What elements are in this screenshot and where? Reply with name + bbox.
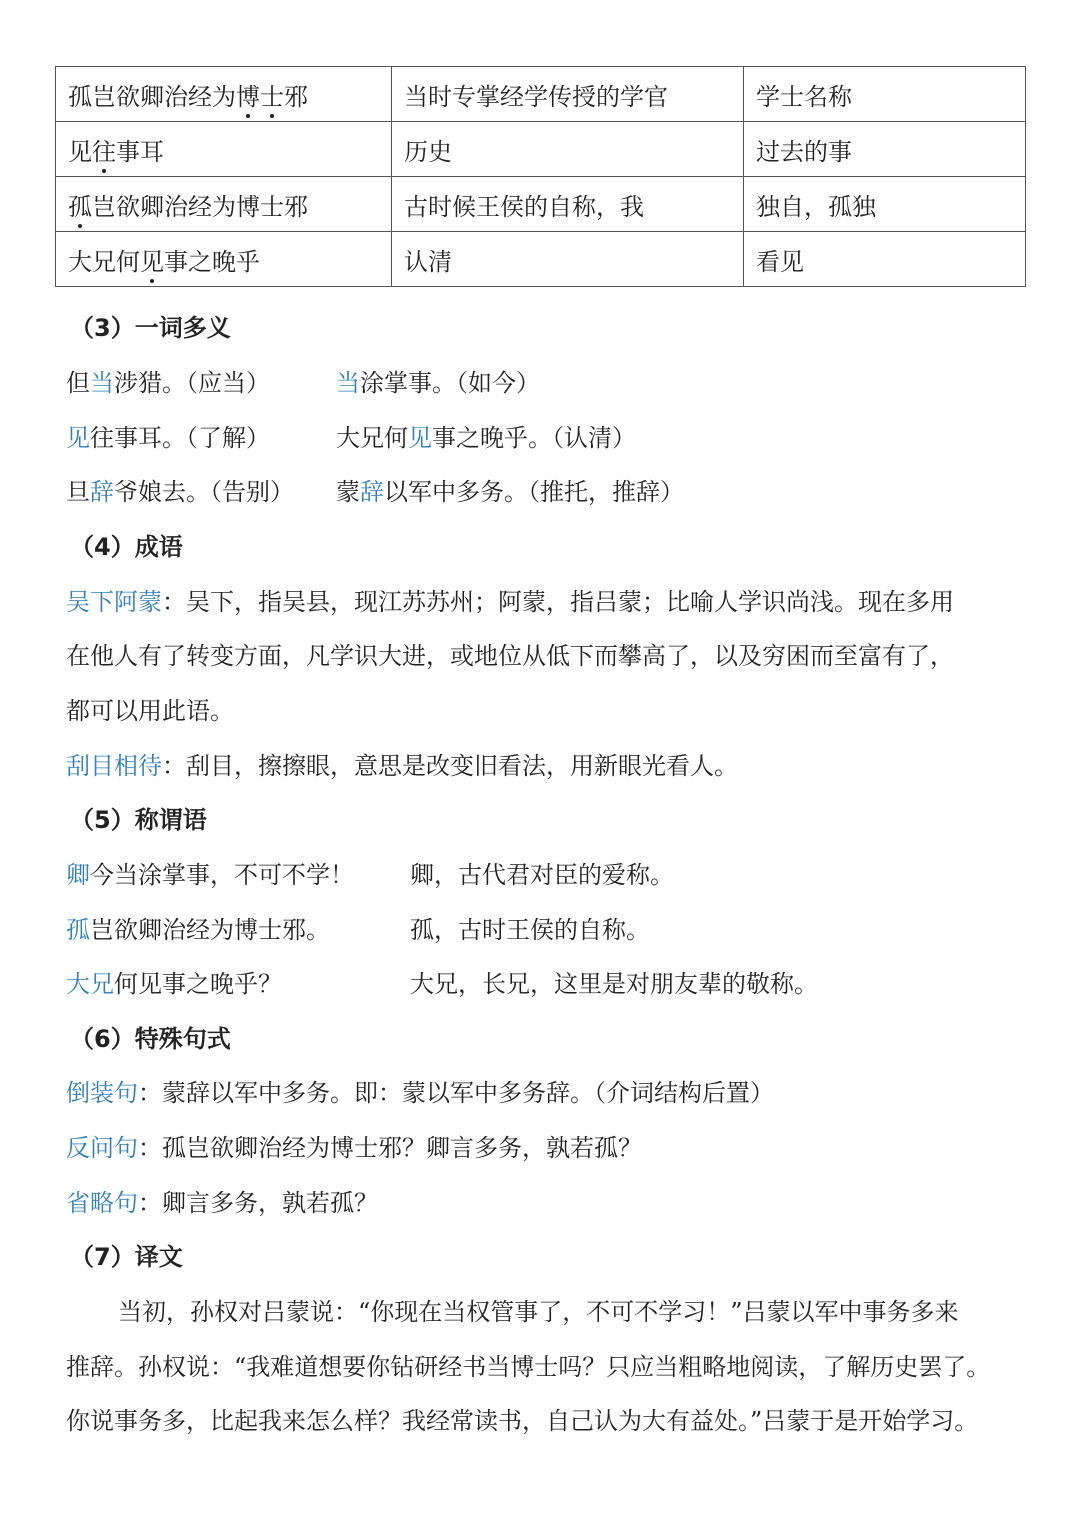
address-example: 孤岂欲卿治经为博士邪。 [66,916,330,944]
idiom-definition-cont: 在他人有了转变方面，凡学识大进，或地位从低下而攀高了，以及穷困而至富有了， [66,642,954,670]
pattern-term: 倒装句 [66,1079,138,1107]
polysemy-example: 大兄何见事之晚乎。（认清） [336,424,636,452]
table-cell-meaning: 过去的事 [744,122,1026,177]
section-heading-address-terms: （5）称谓语 [70,806,207,834]
table-cell-meaning: 当时专掌经学传授的学官 [392,67,744,122]
dotted-char: 孤 [68,187,92,222]
table-row [56,122,1026,177]
sentence-pattern: 省略句：卿言多务，孰若孤？ [66,1189,378,1217]
polysemy-example: 见往事耳。（了解） [66,424,270,452]
idiom-term: 刮目相待 [66,752,162,780]
dotted-char: 往 [92,132,116,167]
address-note: 卿，古代君对臣的爱称。 [410,861,674,889]
address-example: 大兄何见事之晚乎？ [66,970,282,998]
translation-line: 当初，孙权对吕蒙说：“你现在当权管事了，不可不学习！”吕蒙以军中事务多来 [118,1298,959,1326]
table-cell-meaning: 独自，孤独 [744,177,1026,232]
address-example: 卿今当涂掌事，不可不学！ [66,861,354,889]
table-cell-meaning: 古时候王侯的自称，我 [392,177,744,232]
table-row [56,232,1026,287]
section-heading-translation: （7）译文 [70,1243,183,1271]
key-word: 孤 [66,916,90,944]
key-word: 当 [90,369,114,397]
address-note: 大兄，长兄，这里是对朋友辈的敬称。 [410,970,818,998]
table-row [56,67,1026,122]
key-word: 辞 [360,478,384,506]
polysemy-example: 旦辞爷娘去。（告别） [66,478,294,506]
section-heading-idioms: （4）成语 [70,533,183,561]
key-word: 大兄 [66,970,114,998]
table-cell-meaning: 历史 [392,122,744,177]
table-cell-meaning: 看见 [744,232,1026,287]
translation-line: 推辞。孙权说：“我难道想要你钻研经书当博士吗？只应当粗略地阅读，了解历史罢了。 [66,1353,991,1381]
dotted-char: 见 [140,242,164,277]
section-heading-polysemy: （3）一词多义 [70,314,231,342]
polysemy-example: 当涂掌事。（如今） [336,369,540,397]
vocab-table [55,66,1026,287]
sentence-pattern: 反问句：孤岂欲卿治经为博士邪？卿言多务，孰若孤？ [66,1134,642,1162]
idiom-term: 吴下阿蒙 [66,588,162,616]
section-heading-sentence-patterns: （6）特殊句式 [70,1025,231,1053]
key-word: 卿 [66,861,90,889]
address-note: 孤，古时王侯的自称。 [410,916,650,944]
key-word: 见 [408,424,432,452]
table-cell-meaning: 学士名称 [744,67,1026,122]
idiom-definition: 吴下阿蒙：吴下，指吴县，现江苏苏州；阿蒙，指吕蒙；比喻人学识尚浅。现在多用 [66,588,954,616]
dotted-char: 士 [260,77,284,112]
polysemy-example: 蒙辞以军中多务。（推托，推辞） [336,478,684,506]
table-row [56,177,1026,232]
dotted-char: 博 [236,77,260,112]
table-cell-meaning: 认清 [392,232,744,287]
translation-line: 你说事务多，比起我来怎么样？我经常读书，自己认为大有益处。”吕蒙于是开始学习。 [66,1407,979,1435]
pattern-term: 省略句 [66,1189,138,1217]
table-cell-phrase: 孤岂欲卿治经为博士邪 [56,67,392,122]
table-cell-phrase: 大兄何见事之晚乎 [56,232,392,287]
polysemy-example: 但当涉猎。（应当） [66,369,270,397]
pattern-term: 反问句 [66,1134,138,1162]
table-cell-phrase: 孤岂欲卿治经为博士邪 [56,177,392,232]
sentence-pattern: 倒装句：蒙辞以军中多务。即：蒙以军中多务辞。（介词结构后置） [66,1079,774,1107]
table-cell-phrase: 见往事耳 [56,122,392,177]
key-word: 见 [66,424,90,452]
idiom-definition: 刮目相待：刮目，擦擦眼，意思是改变旧看法，用新眼光看人。 [66,752,738,780]
key-word: 辞 [90,478,114,506]
idiom-definition-cont: 都可以用此语。 [66,697,234,725]
key-word: 当 [336,369,360,397]
